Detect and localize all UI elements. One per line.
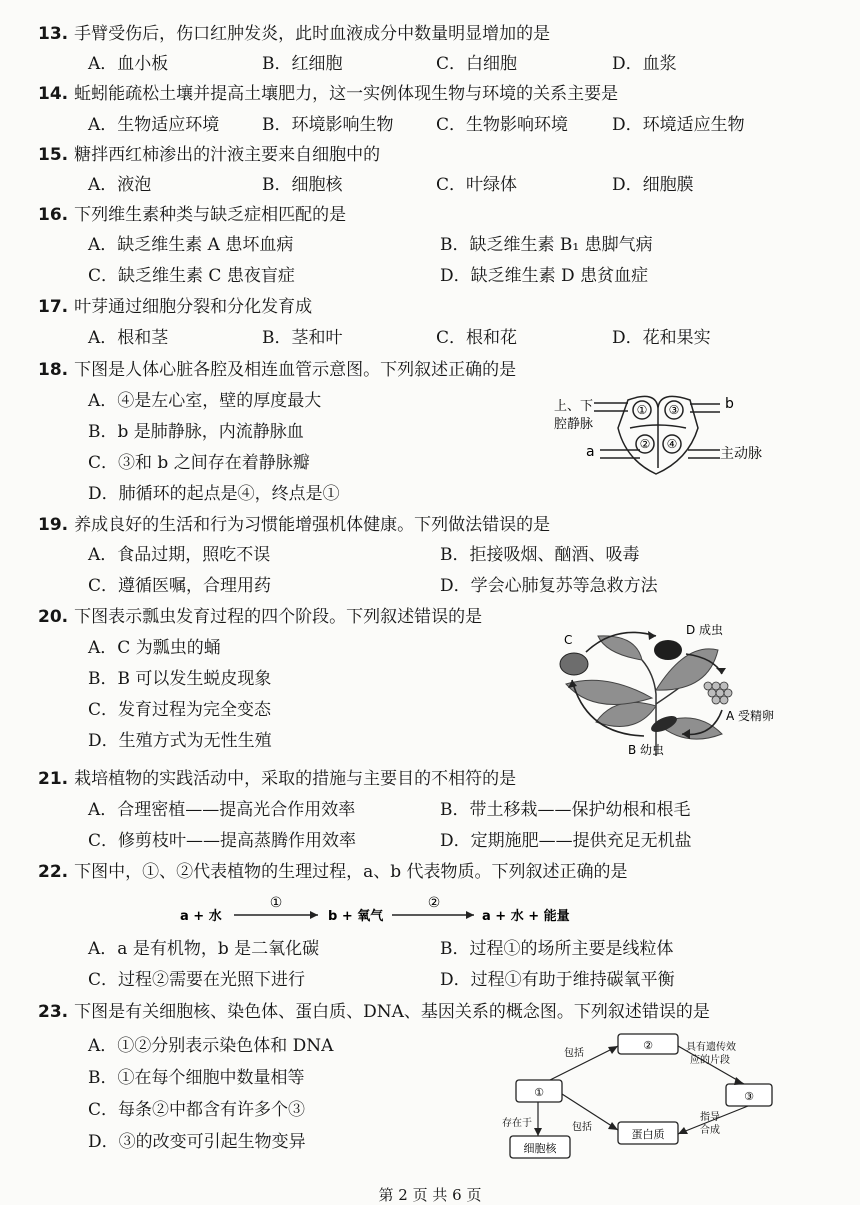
option-18b: B．b 是肺静脉，内流静脉血 <box>88 422 304 442</box>
question-15: 15. 糖拌西红柿渗出的汁液主要来自细胞中的 <box>38 145 381 165</box>
option-23b: B．①在每个细胞中数量相等 <box>88 1068 305 1088</box>
label-aorta: 主动脉 <box>720 446 762 462</box>
option-15c: C．叶绿体 <box>436 175 518 195</box>
option-18c: C．③和 b 之间存在着静脉瓣 <box>88 453 310 473</box>
option-16d: D．缺乏维生素 D 患贫血症 <box>440 266 649 286</box>
equation-right: a + 水 + 能量 <box>482 909 570 924</box>
label-b: b <box>725 396 734 412</box>
option-15d: D．细胞膜 <box>612 175 694 195</box>
option-19a: A．食品过期，照吃不误 <box>88 545 271 565</box>
option-22a: A．a 是有机物，b 是二氧化碳 <box>88 939 320 959</box>
option-16b: B．缺乏维生素 B₁ 患脚气病 <box>440 235 653 255</box>
concept-map-diagram <box>500 1030 800 1164</box>
chamber-3: ③ <box>668 403 680 417</box>
question-18: 18. 下图是人体心脏各腔及相连血管示意图。下列叙述正确的是 <box>38 360 517 380</box>
option-13d: D．血浆 <box>612 54 677 74</box>
question-19: 19. 养成良好的生活和行为习惯能增强机体健康。下列做法错误的是 <box>38 515 551 535</box>
label-vena-cava-1: 上、下 <box>554 399 594 414</box>
photosynthesis-respiration-equation <box>180 892 600 928</box>
label-larva: B 幼虫 <box>628 743 665 757</box>
option-22d: D．过程①有助于维持碳氧平衡 <box>440 970 675 990</box>
option-16c: C．缺乏维生素 C 患夜盲症 <box>88 266 295 286</box>
node-1: ① <box>534 1086 544 1099</box>
question-13: 13. 手臂受伤后，伤口红肿发炎，此时血液成分中数量明显增加的是 <box>38 24 551 44</box>
edge-gene-note-2: 应的片段 <box>690 1055 730 1066</box>
question-20: 20. 下图表示瓢虫发育过程的四个阶段。下列叙述错误的是 <box>38 607 483 627</box>
chamber-1: ① <box>636 403 648 417</box>
question-23: 23. 下图是有关细胞核、染色体、蛋白质、DNA、基因关系的概念图。下列叙述错误的是 <box>38 1002 710 1022</box>
adult-ladybug-icon <box>654 640 682 660</box>
ladybug-lifecycle-diagram <box>546 624 776 760</box>
node-3: ③ <box>744 1090 754 1103</box>
option-22b: B．过程①的场所主要是线粒体 <box>440 939 674 959</box>
option-15b: B．细胞核 <box>262 175 343 195</box>
option-17a: A．根和茎 <box>88 328 169 348</box>
option-22c: C．过程②需要在光照下进行 <box>88 970 306 990</box>
question-17: 17. 叶芽通过细胞分裂和分化发育成 <box>38 297 313 317</box>
equation-middle: b + 氧气 <box>328 909 384 924</box>
process-1-label: ① <box>269 895 283 911</box>
edge-exist-in: 存在于 <box>502 1118 532 1129</box>
option-21d: D．定期施肥——提供充足无机盐 <box>440 831 692 851</box>
option-23d: D．③的改变可引起生物变异 <box>88 1132 306 1152</box>
option-17b: B．茎和叶 <box>262 328 343 348</box>
question-21: 21. 栽培植物的实践活动中，采取的措施与主要目的不相符的是 <box>38 769 517 789</box>
option-20d: D．生殖方式为无性生殖 <box>88 731 272 751</box>
egg-cluster-icon <box>704 682 732 704</box>
option-19b: B．拒接吸烟、酗酒、吸毒 <box>440 545 640 565</box>
question-16: 16. 下列维生素种类与缺乏症相匹配的是 <box>38 205 347 225</box>
option-13c: C．白细胞 <box>436 54 518 74</box>
chamber-4: ④ <box>666 437 678 451</box>
option-14a: A．生物适应环境 <box>88 115 220 135</box>
option-13b: B．红细胞 <box>262 54 343 74</box>
option-14c: C．生物影响环境 <box>436 115 569 135</box>
process-2-label: ② <box>427 895 441 911</box>
chamber-2: ② <box>639 437 651 451</box>
nucleus-node: 细胞核 <box>523 1142 557 1155</box>
node-2: ② <box>643 1039 653 1052</box>
page-footer: 第 2 页 共 6 页 <box>378 1186 482 1204</box>
option-20a: A．C 为瓢虫的蛹 <box>88 638 221 658</box>
option-17d: D．花和果实 <box>612 328 711 348</box>
option-21b: B．带土移栽——保护幼根和根毛 <box>440 800 691 820</box>
option-18a: A．④是左心室，壁的厚度最大 <box>88 391 322 411</box>
option-17c: C．根和花 <box>436 328 518 348</box>
option-20b: B．B 可以发生蜕皮现象 <box>88 669 272 689</box>
option-20c: C．发育过程为完全变态 <box>88 700 272 720</box>
edge-include-2: 包括 <box>572 1122 592 1133</box>
option-16a: A．缺乏维生素 A 患坏血病 <box>88 235 294 255</box>
question-22: 22. 下图中，①、②代表植物的生理过程，a、b 代表物质。下列叙述正确的是 <box>38 862 628 882</box>
option-19d: D．学会心肺复苏等急救方法 <box>440 576 658 596</box>
label-c: C <box>564 633 573 647</box>
option-14d: D．环境适应生物 <box>612 115 745 135</box>
option-23c: C．每条②中都含有许多个③ <box>88 1100 306 1120</box>
protein-node: 蛋白质 <box>631 1128 665 1141</box>
pupa-c-icon <box>560 653 588 675</box>
option-13a: A．血小板 <box>88 54 169 74</box>
edge-guide-1: 指导 <box>700 1112 720 1123</box>
edge-include-1: 包括 <box>564 1048 584 1059</box>
question-14: 14. 蚯蚓能疏松土壤并提高土壤肥力，这一实例体现生物与环境的关系主要是 <box>38 84 619 104</box>
option-21a: A．合理密植——提高光合作用效率 <box>88 800 356 820</box>
option-15a: A．液泡 <box>88 175 152 195</box>
option-19c: C．遵循医嘱，合理用药 <box>88 576 272 596</box>
option-14b: B．环境影响生物 <box>262 115 394 135</box>
label-a: a <box>586 444 595 460</box>
heart-diagram <box>548 388 788 476</box>
label-egg: A 受精卵 <box>726 709 775 723</box>
option-21c: C．修剪枝叶——提高蒸腾作用效率 <box>88 831 357 851</box>
label-adult: D 成虫 <box>686 624 724 637</box>
edge-guide-2: 合成 <box>700 1125 720 1136</box>
label-vena-cava-2: 腔静脉 <box>554 417 594 432</box>
equation-left: a + 水 <box>180 909 222 924</box>
edge-gene-note-1: 具有遗传效 <box>686 1042 736 1053</box>
option-23a: A．①②分别表示染色体和 DNA <box>88 1036 334 1056</box>
option-18d: D．肺循环的起点是④，终点是① <box>88 484 340 504</box>
